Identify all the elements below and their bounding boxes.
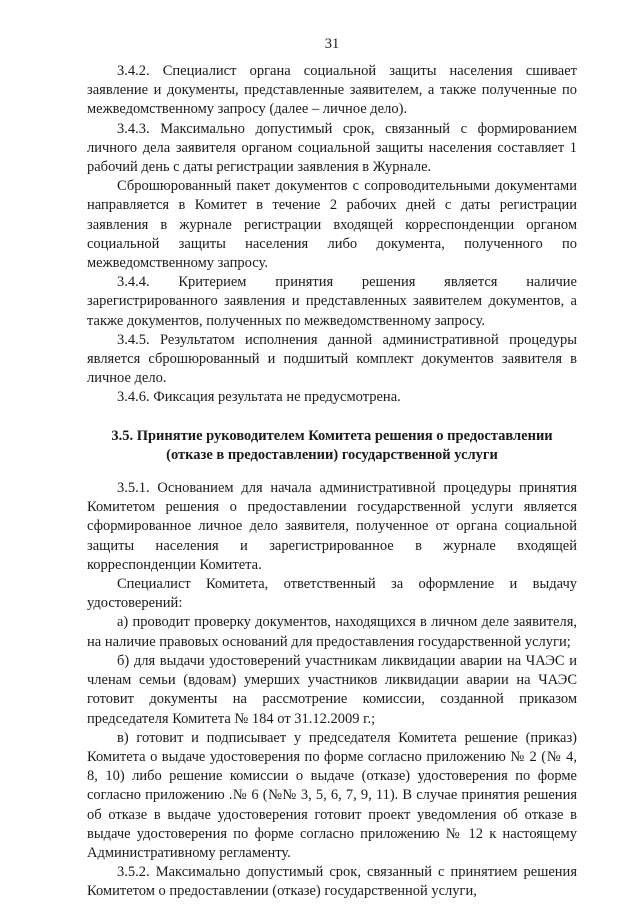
list-item-a: а) проводит проверку документов, находящихся в личном деле заявителя, на наличие правовых оснований для предоставления государственной услуги; [87, 614, 577, 650]
paragraph-3-4-5: 3.4.5. Результатом исполнения данной административной процедуры является сброшюрованный и подшитый комплект документов заявителя в личное дело. [87, 331, 577, 387]
paragraph-3-4-2: 3.4.2. Специалист органа социальной защиты населения сшивает заявление и документы, представленные заявителем, а также полученные по межведомственному запросу (далее – личное дело). [87, 63, 577, 118]
paragraph-3-4-4: 3.4.4. Критерием принятия решения является наличие зарегистрированного заявления и представленных заявителем документов, а также документов, полученных по межведомственному запросу. [87, 274, 577, 329]
paragraph-specialist: Специалист Комитета, ответственный за оформление и выдачу удостоверений: [87, 576, 577, 612]
list-item-v: в) готовит и подписывает у председателя Комитета решение (приказ) Комитета о выдаче удостоверения по форме согласно приложению № 2 (№ 4, 8, 10) либо решение комиссии о выдаче (отказе) удостоверения по форме согласно приложению .№ 6 (№№ 3, 5, 6, 7, 9, 11). В случае принятия решения об отказе в выдаче удостоверения готовит проект уведомления об отказе в выдаче удостоверения по форме согласно приложению № 12 к настоящему Административному регламенту. [87, 729, 577, 861]
paragraph-3-5-2: 3.5.2. Максимально допустимый срок, связанный с принятием решения Комитетом о предоставлении (отказе) государственной услуги, [87, 864, 577, 900]
document-body [87, 62, 577, 902]
paragraph-3-5-1: 3.5.1. Основанием для начала административной процедуры принятия Комитетом решения о предоставлении государственной услуги является сформированное личное дело заявителя, полученное от органа социальной защиты населения и зарегистрированное в журнале входящей корреспонденции Комитета. [87, 480, 577, 573]
list-item-b: б) для выдачи удостоверений участникам ликвидации аварии на ЧАЭС и членам семьи (вдовам) умерших участников ликвидации аварии на ЧАЭС готовит документы на рассмотрение комиссии, созданной приказом председателя Комитета № 184 от 31.12.2009 г.; [87, 652, 577, 727]
paragraph-3-4-3: 3.4.3. Максимально допустимый срок, связанный с формированием личного дела заявителя органом социальной защиты населения составляет 1 рабочий день с даты регистрации заявления в Журнале. [87, 120, 577, 176]
section-heading-3-5: 3.5. Принятие руководителем Комитета решения о предоставлении (отказе в предоставлении) государственной услуги [111, 427, 553, 463]
paragraph-3-4-6: 3.4.6. Фиксация результата не предусмотрена. [117, 389, 401, 406]
page-number: 31 [324, 36, 340, 52]
paragraph-package-sent: Сброшюрованный пакет документов с сопроводительными документами направляется в Комитет в течение 2 рабочих дней с даты регистрации заявления в журнале регистрации входящей корреспонденции органом социальной защиты населения либо документа, полученного по межведомственному запросу. [87, 178, 577, 272]
